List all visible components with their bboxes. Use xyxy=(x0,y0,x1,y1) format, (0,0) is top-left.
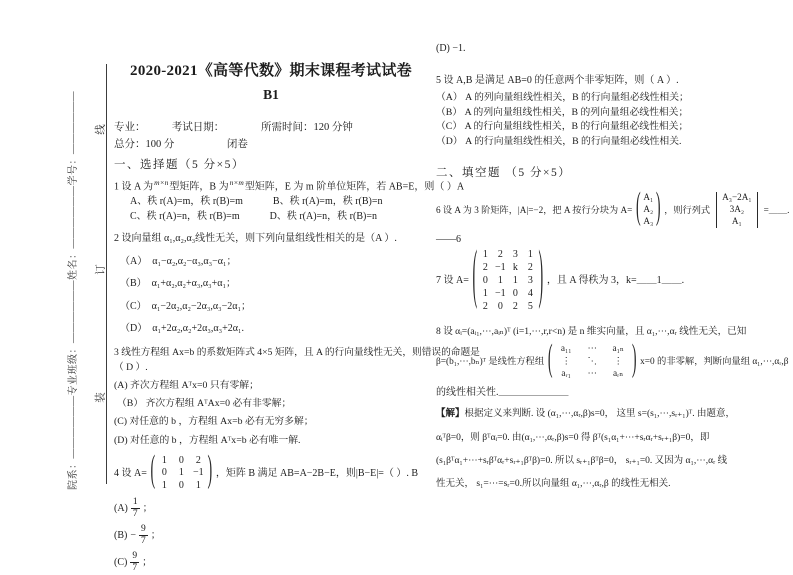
exam-info-line-2: 总分：100 分 闭卷 xyxy=(114,138,248,150)
q1-stem-part1: 1 设 A 为 xyxy=(114,181,154,193)
q7-stem-post: ，且 A 得秩为 3，k=＿＿1＿＿. xyxy=(546,275,685,286)
matrix-left-paren xyxy=(547,343,553,381)
question-8-line1: 8 设 αᵢ=(aᵢ₁,⋯,aᵢₙ)ᵀ (i=1,⋯,r,r<n) 是 n 维实向量，且 α₁,⋯,αᵣ 线性无关，已知 xyxy=(436,326,747,338)
fraction xyxy=(130,551,139,575)
q4-matrix-cells: 1 0 2 0 1 −1 1 0 1 xyxy=(161,454,204,491)
q1-stem-part2: 型矩阵，B 为 xyxy=(169,181,229,193)
q8-matrix-cells: a₁₁ ⋯ a₁ₙ ⋮ ⋱ ⋮ aᵣ₁ ⋯ aᵣₙ xyxy=(560,344,624,380)
q1-options-ab: A、秩 r(A)=m，秩 r(B)=m B、秩 r(A)=m，秩 r(B)=n xyxy=(130,196,383,208)
q2-option-d: （D） α₁+2α₂,α₂+2α₃,α₃+2α₁. xyxy=(120,323,244,335)
q6-stem-mid: ，则行列式 xyxy=(664,204,711,215)
q4-option-c-label: (C) xyxy=(114,556,128,568)
question-7 xyxy=(436,248,776,313)
q8-stem-post: x=0 的非零解，判断向量组 α₁,⋯,αᵣ,β xyxy=(640,356,789,367)
section-fill-heading: 二、填空题 （5 分×5） xyxy=(436,167,572,180)
q4-stem-pre: 4 设 A= xyxy=(114,467,147,479)
q6-determinant xyxy=(713,192,760,228)
solution-line-1 xyxy=(436,408,776,421)
q4-matrix-a xyxy=(150,455,213,493)
fraction-numerator: 9 xyxy=(139,524,148,536)
q6-block-cells: A₁ A₂ A₃ xyxy=(643,191,654,226)
q7-matrix-a xyxy=(472,248,544,313)
q6-block-matrix xyxy=(635,192,661,228)
matrix-left-paren xyxy=(150,455,156,493)
binding-char-zhuang: 装 xyxy=(95,392,107,403)
q4-option-a-label: (A) xyxy=(114,502,128,514)
q2-option-b: （B） α₁+α₂,α₂+α₃,α₃+α₁； xyxy=(120,278,236,290)
question-8-line3: 的线性相关性.＿＿＿＿＿＿＿ xyxy=(436,386,569,398)
q3-option-b: （B） 齐次方程组 AᵀAx=0 必有非零解； xyxy=(117,398,292,410)
solution-line-2: αᵢᵀβ=0，则 βᵀαᵢ=0. 由(α₁,⋯,αᵣ,β)s=0 得 βᵀ(s₁α₁+⋯+sᵣαᵣ+sᵣ₊₁β)=0，即 xyxy=(436,432,710,443)
fraction-denominator: 7 xyxy=(140,536,146,547)
section-choice-heading: 一、选择题（5 分×5） xyxy=(114,158,245,171)
q8-stem-pre: β=(b₁,⋯,bₙ)ᵀ 是线性方程组 xyxy=(436,356,545,367)
q6-answer: ——6 xyxy=(436,233,461,245)
q8-coefficient-matrix xyxy=(547,343,637,381)
question-2-stem: 2 设向量组 α₁,α₂,α₃线性无关，则下列向量组线性相关的是（A ）. xyxy=(114,233,397,245)
matrix-right-paren xyxy=(631,343,637,381)
fraction xyxy=(131,497,140,521)
binding-char-xian: 线 xyxy=(95,124,107,135)
question-1 xyxy=(114,178,465,194)
q4-option-b-sign: − xyxy=(130,529,136,541)
q3-option-c: (C) 对任意的 b ，方程组 Ax=b 必有无穷多解； xyxy=(114,416,314,428)
q5-option-c: （C） A 的行向量组线性相关，B 的行向量组必线性相关； xyxy=(436,121,689,133)
matrix-right-paren xyxy=(207,455,213,493)
q4-option-b xyxy=(114,525,428,546)
matrix-left-paren xyxy=(635,191,641,229)
exam-title: 2020-2021《高等代数》期末课程考试试卷 xyxy=(130,63,412,79)
q6-blank: =＿＿. xyxy=(763,204,790,215)
q4-option-a xyxy=(114,498,428,519)
q4-option-c-tail: ； xyxy=(142,556,153,568)
q4-option-c xyxy=(114,552,428,573)
question-8-line2 xyxy=(436,343,789,381)
fraction-numerator: 1 xyxy=(131,497,140,509)
fraction-numerator: 9 xyxy=(130,551,139,563)
q4-option-b-tail: ； xyxy=(150,529,161,541)
q4-stem-post: ，矩阵 B 满足 AB=A−2B−E，则|B−E|=（ ）. B xyxy=(215,467,419,479)
question-3-stem: 3 线性方程组 Ax=b 的系数矩阵式 4×5 矩阵，且 A 的行向量线性无关，则错误的命题是 xyxy=(114,346,480,358)
right-column xyxy=(436,34,790,502)
q3-option-a: (A) 齐次方程组 Aᵀx=0 只有零解； xyxy=(114,379,259,391)
q4-option-b-label: (B) xyxy=(114,529,128,541)
q6-determinant-cells: A₃−2A₁ 3A₂ A₁ xyxy=(722,191,752,226)
q4-option-a-tail: ； xyxy=(142,502,153,514)
matrix-right-paren xyxy=(538,248,544,314)
q1-options-cd: C、秩 r(A)=n，秩 r(B)=m D、秩 r(A)=n，秩 r(B)=n xyxy=(130,210,377,222)
binding-char-ding: 订 xyxy=(95,264,107,275)
question-4-stem xyxy=(114,455,428,493)
determinant-right-bar xyxy=(757,192,758,228)
solution-line-4: 性无关， s₁=⋯=sᵣ=0.所以向量组 α₁,⋯,αᵣ,β 的线性无相关. xyxy=(436,479,671,490)
determinant-left-bar xyxy=(716,192,717,228)
question-5-stem: 5 设 A,B 是满足 AB=0 的任意两个非零矩阵，则（ A ）. xyxy=(436,74,679,86)
q2-option-c: （C） α₁−2α₂,α₂−2α₃,α₃−2α₁； xyxy=(120,300,251,312)
q7-matrix-cells: 1 2 3 1 2 −1 k 2 0 1 1 3 1 −1 0 4 2 0 2 5 xyxy=(482,249,533,313)
q3-option-d: (D) 对任意的 b ，方程组 Aᵀx=b 必有唯一解. xyxy=(114,434,301,446)
q7-stem-pre: 7 设 A= xyxy=(436,275,469,286)
matrix-right-paren xyxy=(655,191,661,229)
fraction-denominator: 7 xyxy=(132,563,138,574)
matrix-left-paren xyxy=(472,248,478,314)
q5-option-d: （D） A 的行向量组线性相关，B 的行向量组必线性相关. xyxy=(436,136,682,148)
q4-option-d: (D) −1. xyxy=(436,43,466,54)
question-3-answer: （ D ）. xyxy=(114,361,148,373)
solution-line-3: (s₁βᵀα₁+⋯+sᵣβᵀαᵣ+sᵣ₊₁βᵀβ)=0. 所以 sᵣ₊₁βᵀβ=0， sᵣ₊₁=0. 又因为 α₁,⋯,αᵣ 线 xyxy=(436,455,728,466)
q5-option-a: （A） A 的列向量组线性相关，B 的行向量组必线性相关； xyxy=(436,92,689,103)
question-6 xyxy=(436,191,790,228)
exam-info-line-1: 专业： 考试日期： 所需时间：120 分钟 xyxy=(114,122,353,134)
q1-stem-part3: 型矩阵，E 为 m 阶单位矩阵，若 AB=E，则（ ）A xyxy=(244,181,465,193)
q1-superscript-nm: n×m xyxy=(229,178,244,188)
fraction-denominator: 7 xyxy=(132,509,138,520)
fraction xyxy=(139,524,148,548)
q2-option-a: （A） α₁−α₂,α₂−α₃,α₃−α₁； xyxy=(120,255,237,267)
q1-superscript-mn: m×n xyxy=(154,178,169,188)
q6-stem-pre: 6 设 A 为 3 阶矩阵，|A|=−2，把 A 按行分块为 A= xyxy=(436,204,633,215)
solution-line-1-text: 根据定义来判断. 设 (α₁,⋯,αᵣ,β)s=0， 这里 s=(s₁,⋯,sᵣ₊₁)ᵀ. 由题意， xyxy=(464,409,735,420)
q5-option-b: （B） A 的列向量组线性相关，B 的列向量组必线性相关； xyxy=(436,106,689,118)
solution-block xyxy=(436,408,776,491)
exam-code: B1 xyxy=(263,87,279,103)
solution-label: 【解】 xyxy=(436,409,465,420)
student-info-fields: 院系：——————专业班级：——————姓名：——————学号：—————— xyxy=(68,91,79,490)
